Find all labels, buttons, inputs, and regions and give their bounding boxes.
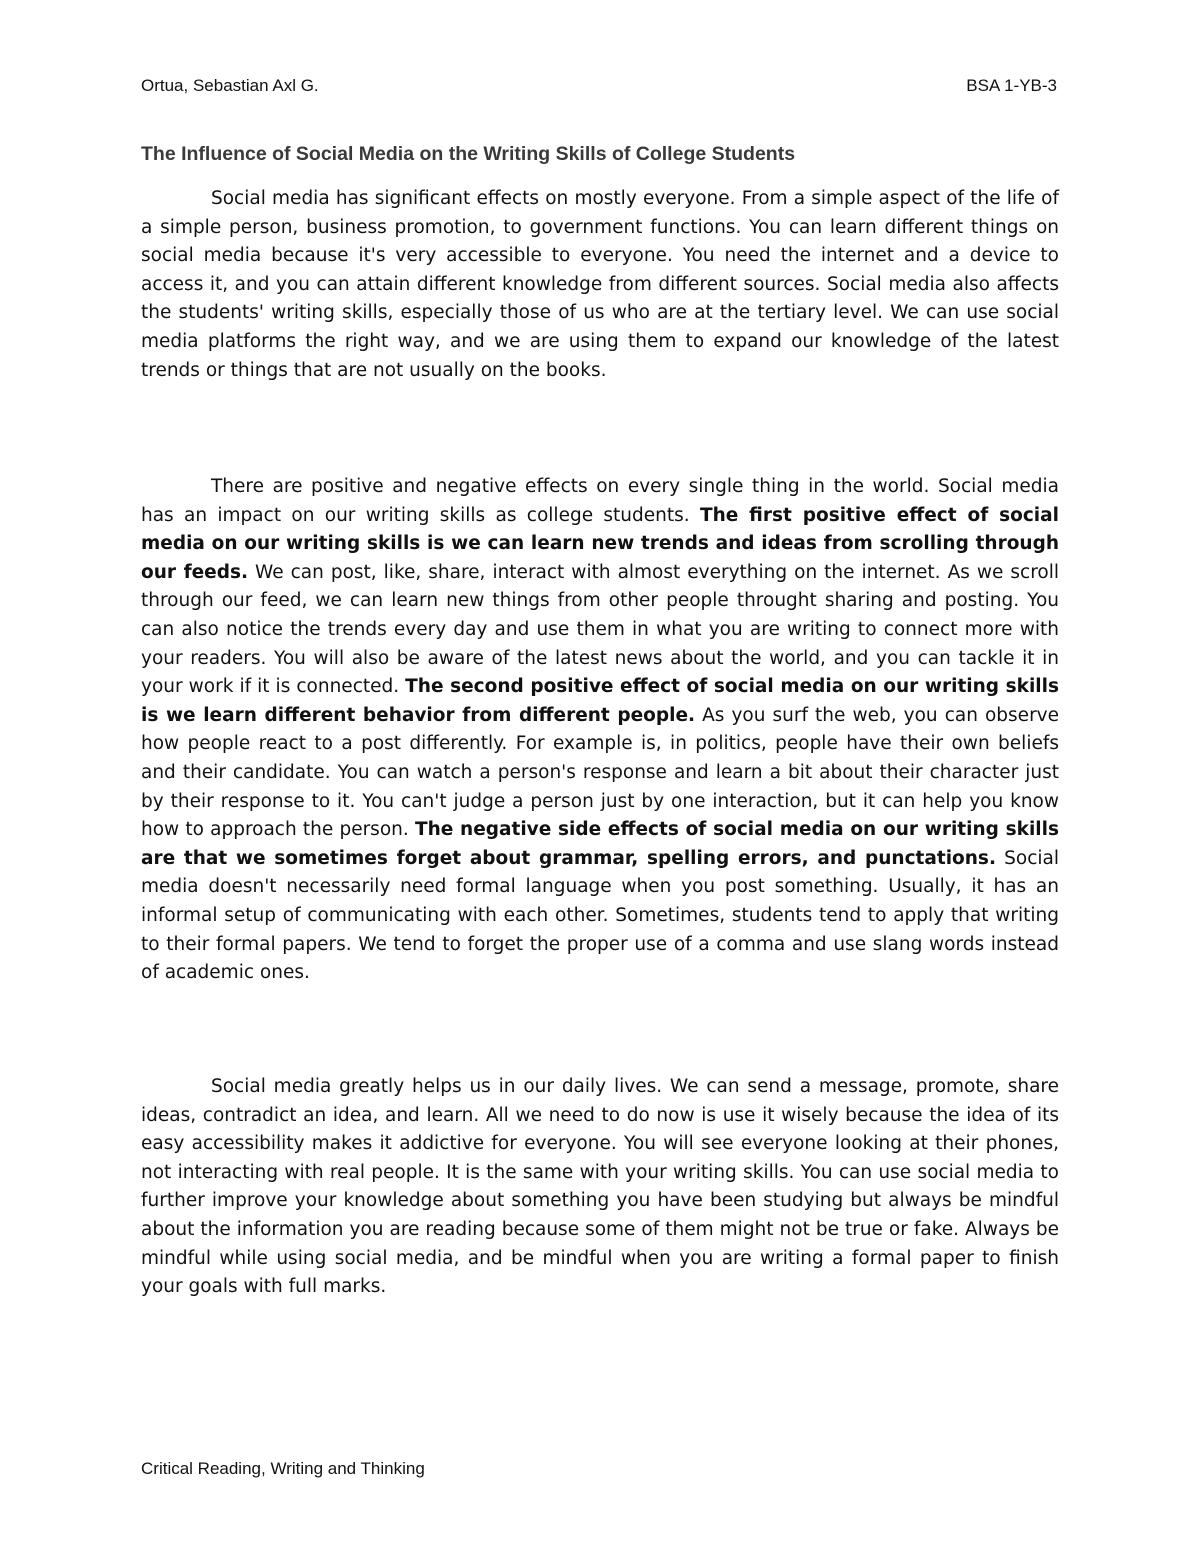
paragraph-2-bold-2: The second positive effect of social media on our writing skills is we learn different behavior from different people. xyxy=(141,676,1059,726)
paragraph-1 xyxy=(141,185,1059,385)
paragraph-3 xyxy=(141,1073,1059,1302)
paragraph-2-text-2: We can post, like, share, interact with almost everything on the internet. As we scroll through our feed, we can learn new things from other people throught sharing and posting. You can also notice the trends every day and use them in what you are writing to connect more with your readers. You will also be aware of the latest news about the world, and you can tackle it in your work if it is connected. xyxy=(141,561,1059,698)
document-title: The Influence of Social Media on the Writing Skills of College Students xyxy=(141,143,796,165)
header-author: Ortua, Sebastian Axl G. xyxy=(141,76,319,95)
paragraph-2-text-1: There are positive and negative effects on every single thing in the world. Social media has an impact on our writing skills as college students. xyxy=(141,476,1059,526)
paragraph-2-text-4: Social media doesn't necessarily need formal language when you post something. Usually, it has an informal setup of communicating with each other. Sometimes, students tend to apply that writing to their formal papers. We tend to forget the proper use of a comma and use slang words instead of academic ones. xyxy=(141,847,1059,984)
paragraph-1-text: Social media has significant effects on mostly everyone. From a simple aspect of the life of a simple person, business promotion, to government functions. You can learn different things on social media because it's very accessible to everyone. You need the internet and a device to access it, and you can attain different knowledge from different sources. Social media also affects the students' writing skills, especially those of us who are at the tertiary level. We can use social media platforms the right way, and we are using them to expand our knowledge of the latest trends or things that are not usually on the books. xyxy=(141,188,1059,381)
paragraph-2-bold-1: The first positive effect of social media on our writing skills is we can learn new trends and ideas from scrolling through our feeds. xyxy=(141,504,1059,583)
paragraph-2 xyxy=(141,473,1059,988)
header-section: BSA 1-YB-3 xyxy=(966,76,1057,95)
paragraph-2-bold-3: The negative side effects of social media on our writing skills are that we sometimes forget about grammar, spelling errors, and punctations. xyxy=(141,819,1059,869)
paragraph-2-text-3: As you surf the web, you can observe how people react to a post differently. For example is, in politics, people have their own beliefs and their candidate. You can watch a person's response and learn a bit about their character just by their response to it. You can't judge a person just by one interaction, but it can help you know how to approach the person. xyxy=(141,704,1059,841)
footer-course: Critical Reading, Writing and Thinking xyxy=(141,1459,425,1478)
paragraph-3-text: Social media greatly helps us in our daily lives. We can send a message, promote, share ideas, contradict an idea, and learn. All we need to do now is use it wisely because the idea of its easy accessibility makes it addictive for everyone. You will see everyone looking at their phones, not interacting with real people. It is the same with your writing skills. You can use social media to further improve your knowledge about something you have been studying but always be mindful about the information you are reading because some of them might not be true or fake. Always be mindful while using social media, and be mindful when you are writing a formal paper to finish your goals with full marks. xyxy=(141,1076,1059,1298)
